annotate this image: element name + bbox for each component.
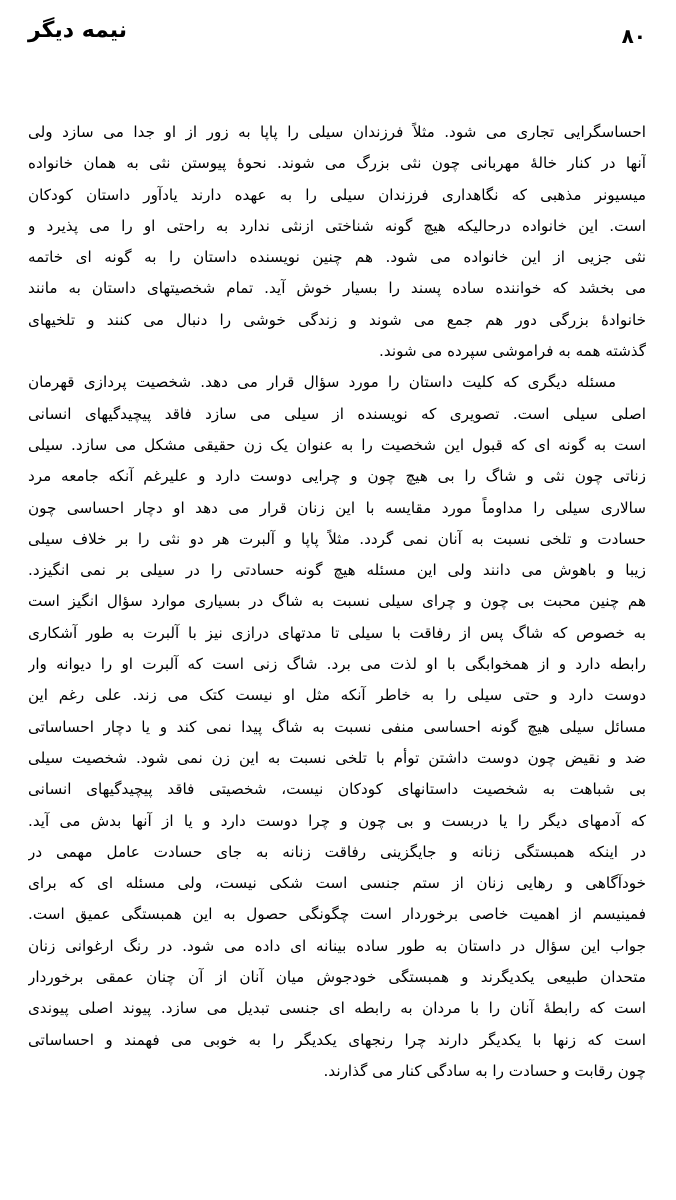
page-header xyxy=(28,18,646,52)
text-line: می بخشد که خواننده ساده پسند را بسیار خوش آید. تمام شخصیتهای داستان به مانند xyxy=(28,279,646,298)
text-line: نثی جزیی از این خانواده می شود. هم چنین نویسنده داستان را به گونه ای خاتمه xyxy=(28,248,646,267)
text-line: است که زنها با یکدیگر دارند چرا رنجهای یکدیگر را به خوبی می فهمند و احساساتی xyxy=(28,1030,646,1049)
text-line: در اینکه همبستگی زنانه و جایگزینی رفاقت زنانه به جای حسادت عامل مهمی در xyxy=(28,842,646,861)
text-line: آنها در کنار خالهٔ مهربانی چون نثی بزرگ می شوند. نحوهٔ پیوستن نثی به همان خانواده xyxy=(28,154,646,173)
text-line: گذشته همه به فراموشی سپرده می شوند. xyxy=(379,342,646,361)
text-line: خودآگاهی و رهایی زنان از ستم جنسی است شکی نیست، ولی مسئله ای که برای xyxy=(28,874,646,893)
paragraph xyxy=(28,367,646,1087)
text-line: هم چنین محبت بی چون و چرای سیلی نسبت به شاگ در بسیاری موارد سؤال انگیز است xyxy=(28,592,646,611)
text-line: جواب این سؤال در داستان به طور ساده بینانه ای داده می شود. در رنگ ارغوانی زنان xyxy=(28,936,646,955)
text-line: دوست دارد و حتی سیلی را به خاطر آنکه مثل او نیست کتک می زند. علی رغم این xyxy=(28,686,646,705)
text-line: سالاری سیلی را مداوماً مورد مقایسه با این زنان قرار می دهد او دچار احساسی چون xyxy=(28,498,646,517)
text-line: متحدان طبیعی یکدیگرند و همبستگی خودجوش میان آنان از آن چنان عمقی برخوردار xyxy=(28,968,646,987)
text-line: است. این خانواده درحالیکه هیچ گونه شناختی ازنثی ندارد به راحتی او را می پذیرد و xyxy=(28,216,646,235)
text-line: رابطه دارد و از همخوابگی با او لذت می برد. شاگ زنی است که آلبرت او را دیوانه وار xyxy=(28,655,646,674)
text-line: میسیونر مذهبی که نگاهداری فرزندان سیلی را به عهده دارند یادآور داستان کودکان xyxy=(28,185,646,204)
text-line: اصلی سیلی است. تصویری که نویسنده از سیلی می سازد فاقد پیچیدگیهای انسانی xyxy=(28,404,646,423)
paragraph xyxy=(28,117,646,367)
text-line: است به گونه ای که قبول این شخصیت را به عنوان یک زن حقیقی مشکل می سازد. سیلی xyxy=(28,435,646,454)
text-line: چون رقابت و حسادت را به سادگی کنار می گذارند. xyxy=(323,1061,646,1080)
text-line: حسادت و تلخی نسبت به آنان نمی گردد. مثلاً پاپا و آلبرت هر دو نثی را بر خلاف سیلی xyxy=(28,529,646,548)
text-line: خانوادهٔ بزرگی دور هم جمع می شوند و زندگی خوشی را دنبال می کنند و تلخیهای xyxy=(28,310,646,329)
text-line: زناتی چون نثی و شاگ را بی هیچ چون و چرایی دوست دارد و علیرغم آنکه جامعه مرد xyxy=(28,467,646,486)
body-text xyxy=(28,117,646,1087)
text-line: زیبا و باهوش می دانند ولی این مسئله هیچ گونه حسادتی را در سیلی بر نمی انگیزد. xyxy=(28,561,646,580)
text-line: مسائل سیلی هیچ گونه احساسی منفی نسبت به شاگ پیدا نمی کند و یا دچار احساساتی xyxy=(28,717,646,736)
text-line: به خصوص که شاگ پس از رفاقت با سیلی تا مدتهای درازی نیز با آلبرت به طور آشکاری xyxy=(28,623,646,642)
text-line: احساسگرایی تجاری می شود. مثلاً فرزندان سیلی را پاپا به زور از او جدا می سازد ولی xyxy=(28,123,646,141)
page-number: ۸۰ xyxy=(621,24,646,48)
text-line: فمینیسم از اهمیت خاصی برخوردار است چگونگی حصول به این همبستگی عمیق است. xyxy=(28,905,646,924)
text-line: ضد و نقیض چون دوست داشتن توأم با تلخی نسبت به این زن نمی شود. شخصیت سیلی xyxy=(28,748,646,767)
text-line: مسئله دیگری که کلیت داستان را مورد سؤال قرار می دهد. شخصیت پردازی قهرمان xyxy=(28,373,616,392)
text-line: است که رابطهٔ آنان را با مردان به رابطه ای جنسی تبدیل می سازد. پیوند اصلی پیوندی xyxy=(28,999,646,1018)
running-title: نیمه دیگر xyxy=(28,18,128,43)
text-line: که آدمهای دیگر را یا دربست و بی چون و چرا دوست دارد و یا از آنها بدش می آید. xyxy=(28,811,646,830)
text-line: بی شباهت به شخصیت داستانهای کودکان نیست، شخصیتی فاقد پیچیدگیهای انسانی xyxy=(28,780,646,799)
